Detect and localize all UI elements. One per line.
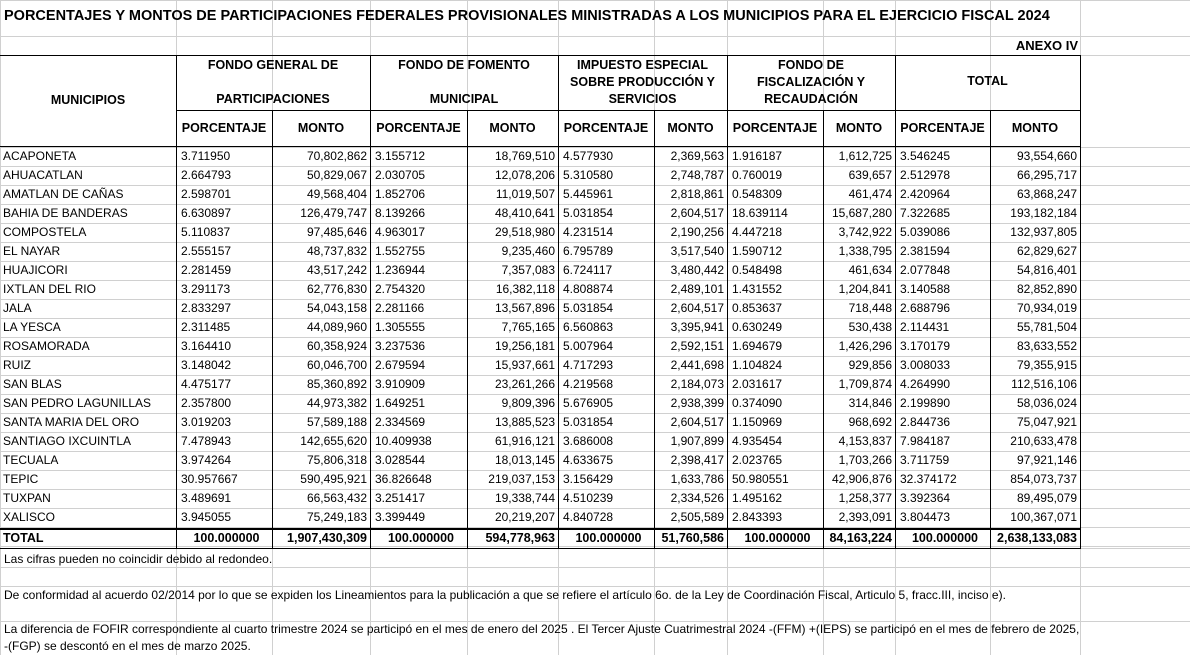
monto-value: 1,612,725 [838,149,892,163]
porcentaje-value: 4.264990 [900,377,951,391]
monto-value: 75,249,183 [306,510,367,524]
porcentaje-value: 30.957667 [181,472,238,486]
monto-value: 2,938,399 [670,396,724,410]
monto-value: 97,921,146 [1016,453,1077,467]
monto-value: 93,554,660 [1016,149,1077,163]
porcentaje-value: 4.475177 [181,377,232,391]
porcentaje-value: 2.664793 [181,168,232,182]
porcentaje-value: 2.199890 [900,396,951,410]
porcentaje-value: 3.237536 [375,339,426,353]
total-porcentaje: 100.000000 [575,531,642,545]
porcentaje-value: 1.305555 [375,320,426,334]
porcentaje-value: 2.688796 [900,301,951,315]
porcentaje-value: 2.512978 [900,168,951,182]
monto-value: 2,818,861 [670,187,724,201]
porcentaje-value: 1.852706 [375,187,426,201]
municipio-name: AMATLAN DE CAÑAS [3,187,124,201]
porcentaje-value: 4.219568 [563,377,614,391]
municipio-name: ACAPONETA [3,149,77,163]
fofir-note: La diferencia de FOFIR correspondiente al cuarto trimestre 2024 se participó en el mes de enero del 2025 . El Tercer Ajuste Cuatrimestral 2024 -(FFM) +(IEPS) se participó en el mes de febrero de 2025, -(FGP) se descontó en el mes de marzo 2025. [4,622,1080,653]
monto-value: 7,357,083 [501,263,555,277]
monto-value: 639,657 [848,168,892,182]
monto-value: 44,089,960 [306,320,367,334]
porcentaje-value: 4.231514 [563,225,614,239]
monto-value: 54,043,158 [306,301,367,315]
porcentaje-value: 5.676905 [563,396,614,410]
monto-value: 1,709,874 [838,377,892,391]
porcentaje-value: 5.031854 [563,301,614,315]
municipio-name: XALISCO [3,510,56,524]
porcentaje-value: 1.552755 [375,244,426,258]
monto-value: 18,769,510 [494,149,555,163]
table-row [0,433,1080,452]
municipio-name: SAN BLAS [3,377,62,391]
porcentaje-value: 3.156429 [563,472,614,486]
monto-value: 62,776,830 [306,282,367,296]
monto-value: 3,742,922 [838,225,892,239]
monto-value: 75,806,318 [306,453,367,467]
porcentaje-value: 2.281459 [181,263,232,277]
porcentaje-value: 5.031854 [563,206,614,220]
municipio-name: JALA [3,301,32,315]
table-row [0,186,1080,205]
porcentaje-value: 3.686008 [563,434,614,448]
header-line: FONDO DE [778,58,844,72]
municipio-name: RUIZ [3,358,31,372]
monto-value: 13,567,896 [494,301,555,315]
porcentaje-value: 3.546245 [900,149,951,163]
monto-value: 29,518,980 [494,225,555,239]
porcentaje-value: 7.322685 [900,206,951,220]
total-monto: 594,778,963 [485,531,555,545]
porcentaje-value: 4.935454 [732,434,783,448]
porcentaje-value: 0.630249 [732,320,783,334]
porcentaje-value: 4.510239 [563,491,614,505]
porcentaje-value: 3.291173 [181,282,231,296]
porcentaje-value: 2.381594 [900,244,951,258]
porcentaje-value: 0.374090 [732,396,783,410]
porcentaje-value: 4.840728 [563,510,614,524]
monto-value: 2,190,256 [670,225,724,239]
monto-value: 12,078,206 [494,168,555,182]
table-row [0,205,1080,224]
porcentaje-value: 2.598701 [181,187,232,201]
porcentaje-value: 4.447218 [732,225,783,239]
monto-value: 2,604,517 [670,415,724,429]
monto-value: 49,568,404 [306,187,367,201]
municipio-name: LA YESCA [3,320,61,334]
table-row [0,281,1080,300]
total-monto: 51,760,586 [661,531,724,545]
monto-value: 1,633,786 [670,472,724,486]
monto-value: 2,369,563 [670,149,724,163]
porcentaje-value: 3.019203 [181,415,232,429]
monto-value: 75,047,921 [1016,415,1077,429]
municipio-name: BAHIA DE BANDERAS [3,206,128,220]
monto-value: 929,856 [848,358,892,372]
header-monto: MONTO [835,121,883,135]
porcentaje-value: 2.555157 [181,244,232,258]
porcentaje-value: 2.031617 [732,377,783,391]
total-porcentaje: 100.000000 [911,531,979,545]
monto-value: 210,633,478 [1010,434,1077,448]
monto-value: 62,829,627 [1016,244,1077,258]
porcentaje-value: 1.431552 [732,282,783,296]
monto-value: 2,441,698 [670,358,724,372]
table-row [0,338,1080,357]
porcentaje-value: 2.843393 [732,510,783,524]
monto-value: 2,398,417 [670,453,724,467]
porcentaje-value: 2.114431 [900,320,950,334]
monto-value: 968,692 [848,415,892,429]
monto-value: 79,355,915 [1016,358,1077,372]
monto-value: 2,505,589 [670,510,724,524]
porcentaje-value: 2.420964 [900,187,951,201]
porcentaje-value: 1.694679 [732,339,783,353]
monto-value: 48,410,641 [494,206,555,220]
monto-value: 3,517,540 [670,244,724,258]
monto-value: 13,885,523 [494,415,555,429]
header-line: FISCALIZACIÓN Y [756,75,866,89]
total-porcentaje: 100.000000 [744,531,811,545]
monto-value: 19,338,744 [494,491,555,505]
porcentaje-value: 8.139266 [375,206,426,220]
porcentaje-value: 3.008033 [900,358,951,372]
porcentaje-value: 3.974264 [181,453,232,467]
monto-value: 83,633,552 [1016,339,1077,353]
border-top [0,55,1081,56]
municipio-name: COMPOSTELA [3,225,87,239]
porcentaje-value: 1.495162 [732,491,783,505]
border-vertical-major [1080,55,1081,548]
porcentaje-value: 3.945055 [181,510,232,524]
header-fondo-fiscalizacion [727,57,895,108]
header-line: SOBRE PRODUCCIÓN Y [570,75,715,89]
monto-value: 55,781,504 [1016,320,1077,334]
table-row [0,167,1080,186]
total-label: TOTAL [3,531,44,545]
porcentaje-value: 3.399449 [375,510,426,524]
porcentaje-value: 2.030705 [375,168,426,182]
monto-value: 461,474 [848,187,892,201]
monto-value: 66,295,717 [1016,168,1077,182]
porcentaje-value: 5.007964 [563,339,614,353]
header-line: MUNICIPAL [429,92,499,106]
border-subheader [176,110,1081,111]
monto-value: 1,204,841 [838,282,892,296]
porcentaje-value: 1.590712 [732,244,783,258]
table-row [0,509,1080,528]
table-row [0,395,1080,414]
gridline-horizontal [0,36,1190,37]
porcentaje-value: 50.980551 [732,472,789,486]
municipio-name: SAN PEDRO LAGUNILLAS [3,396,152,410]
monto-value: 70,934,019 [1016,301,1077,315]
porcentaje-value: 3.711950 [181,149,231,163]
total-monto: 1,907,430,309 [287,531,367,545]
header-ieps [558,57,727,108]
header-porcentaje: PORCENTAJE [563,121,649,135]
porcentaje-value: 0.760019 [732,168,783,182]
municipio-name: AHUACATLAN [3,168,83,182]
monto-value: 54,816,401 [1016,263,1077,277]
porcentaje-value: 36.826648 [375,472,432,486]
porcentaje-value: 3.170179 [900,339,951,353]
porcentaje-value: 4.717293 [563,358,614,372]
monto-value: 60,358,924 [306,339,367,353]
border-bottom [0,548,1081,549]
page-title: PORCENTAJES Y MONTOS DE PARTICIPACIONES FEDERALES PROVISIONALES MINISTRADAS A LOS MUNICIPIOS PARA EL EJERCICIO FISCAL 2024 [4,8,1050,24]
monto-value: 44,973,382 [306,396,367,410]
header-line: FONDO GENERAL DE [207,58,339,72]
agreement-note: De conformidad al acuerdo 02/2014 por lo que se expiden los Lineamientos para la publicación a que se refiere el artículo 6o. de la Ley de Coordinación Fiscal, Articulo 5, fracc.III, inciso e). [4,588,1006,602]
porcentaje-value: 4.963017 [375,225,426,239]
header-total [895,73,1080,90]
header-line: TOTAL [967,74,1008,88]
header-line: FONDO DE FOMENTO [398,58,530,72]
table-row [0,376,1080,395]
table-row [0,452,1080,471]
porcentaje-value: 2.281166 [375,301,425,315]
porcentaje-value: 1.649251 [375,396,426,410]
municipio-name: SANTIAGO IXCUINTLA [3,434,132,448]
header-line: PARTICIPACIONES [216,92,330,106]
porcentaje-value: 1.916187 [732,149,783,163]
monto-value: 20,219,207 [494,510,555,524]
monto-value: 1,338,795 [838,244,892,258]
porcentaje-value: 7.478943 [181,434,232,448]
porcentaje-value: 5.031854 [563,415,614,429]
municipio-name: HUAJICORI [3,263,68,277]
porcentaje-value: 32.374172 [900,472,957,486]
monto-value: 1,258,377 [838,491,892,505]
municipio-name: TECUALA [3,453,59,467]
monto-value: 85,360,892 [306,377,367,391]
header-line: SERVICIOS [608,92,677,106]
monto-value: 7,765,165 [501,320,555,334]
porcentaje-value: 3.140588 [900,282,951,296]
monto-value: 854,073,737 [1010,472,1077,486]
header-line: RECAUDACIÓN [764,92,858,106]
porcentaje-value: 2.754320 [375,282,426,296]
porcentaje-value: 3.392364 [900,491,951,505]
porcentaje-value: 3.489691 [181,491,232,505]
monto-value: 2,592,151 [670,339,724,353]
porcentaje-value: 3.910909 [375,377,426,391]
total-porcentaje: 100.000000 [193,531,260,545]
monto-value: 193,182,184 [1010,206,1077,220]
municipio-name: SANTA MARIA DEL ORO [3,415,140,429]
monto-value: 314,846 [848,396,892,410]
header-porcentaje: PORCENTAJE [900,121,985,135]
total-monto: 2,638,133,083 [997,531,1077,545]
porcentaje-value: 4.633675 [563,453,614,467]
porcentaje-value: 2.844736 [900,415,951,429]
porcentaje-value: 1.150969 [732,415,783,429]
header-monto: MONTO [489,121,536,135]
monto-value: 82,852,890 [1016,282,1077,296]
porcentaje-value: 2.833297 [181,301,232,315]
monto-value: 70,802,862 [306,149,367,163]
monto-value: 66,563,432 [306,491,367,505]
porcentaje-value: 3.148042 [181,358,232,372]
table-row [0,300,1080,319]
porcentaje-value: 5.039086 [900,225,951,239]
porcentaje-value: 3.804473 [900,510,951,524]
header-municipios: MUNICIPIOS [50,93,126,107]
header-monto: MONTO [667,121,714,135]
monto-value: 11,019,507 [495,187,555,201]
monto-value: 43,517,242 [306,263,367,277]
monto-value: 530,438 [848,320,892,334]
porcentaje-value: 5.445961 [563,187,614,201]
monto-value: 1,907,899 [670,434,724,448]
monto-value: 2,334,526 [670,491,724,505]
monto-value: 42,906,876 [831,472,892,486]
porcentaje-value: 6.560863 [563,320,614,334]
monto-value: 126,479,747 [300,206,367,220]
header-line: IMPUESTO ESPECIAL [576,58,709,72]
porcentaje-value: 18.639114 [732,206,788,220]
monto-value: 132,937,805 [1010,225,1077,239]
porcentaje-value: 2.311485 [181,320,231,334]
municipio-name: TEPIC [3,472,39,486]
porcentaje-value: 10.409938 [375,434,432,448]
porcentaje-value: 5.310580 [563,168,614,182]
total-monto: 84,163,224 [829,531,892,545]
monto-value: 18,013,145 [494,453,555,467]
monto-value: 2,604,517 [670,206,724,220]
monto-value: 3,480,442 [670,263,724,277]
header-monto: MONTO [1011,121,1059,135]
municipio-name: IXTLAN DEL RIO [3,282,96,296]
gridline-horizontal [0,0,1190,1]
table-row [0,262,1080,281]
header-line [370,74,558,91]
monto-value: 718,448 [848,301,892,315]
monto-value: 1,426,296 [838,339,892,353]
porcentaje-value: 7.984187 [900,434,951,448]
table-row [0,414,1080,433]
header-line [176,74,370,91]
municipio-name: TUXPAN [3,491,51,505]
porcentaje-value: 4.577930 [563,149,614,163]
monto-value: 15,687,280 [831,206,892,220]
monto-value: 9,809,396 [501,396,555,410]
total-row-cells [0,529,1080,548]
table-row [0,490,1080,509]
monto-value: 2,393,091 [838,510,892,524]
monto-value: 142,655,620 [300,434,367,448]
monto-value: 219,037,153 [488,472,555,486]
porcentaje-value: 2.077848 [900,263,951,277]
monto-value: 60,046,700 [306,358,367,372]
monto-value: 2,489,101 [670,282,724,296]
porcentaje-value: 2.023765 [732,453,783,467]
table-row [0,224,1080,243]
header-fondo-general [176,57,370,108]
header-porcentaje: PORCENTAJE [732,121,818,135]
porcentaje-value: 3.028544 [375,453,426,467]
porcentaje-value: 3.155712 [375,149,426,163]
porcentaje-value: 6.724117 [563,263,613,277]
monto-value: 19,256,181 [494,339,555,353]
table-row [0,243,1080,262]
porcentaje-value: 3.711759 [900,453,950,467]
table-row [0,319,1080,338]
porcentaje-value: 3.164410 [181,339,232,353]
porcentaje-value: 0.548309 [732,187,783,201]
monto-value: 61,916,121 [494,434,555,448]
total-porcentaje: 100.000000 [387,531,455,545]
porcentaje-value: 2.679594 [375,358,426,372]
monto-value: 2,748,787 [670,168,724,182]
annex-label: ANEXO IV [1015,38,1078,53]
porcentaje-value: 2.334569 [375,415,426,429]
porcentaje-value: 0.548498 [732,263,783,277]
table-row [0,357,1080,376]
monto-value: 97,485,646 [306,225,367,239]
header-porcentaje: PORCENTAJE [181,121,267,135]
monto-value: 89,495,079 [1016,491,1077,505]
porcentaje-value: 2.357800 [181,396,232,410]
municipio-name: EL NAYAR [3,244,61,258]
monto-value: 1,703,266 [838,453,892,467]
table-row [0,148,1080,167]
monto-value: 16,382,118 [495,282,555,296]
porcentaje-value: 0.853637 [732,301,783,315]
monto-value: 112,516,106 [1011,377,1077,391]
municipio-name: ROSAMORADA [3,339,90,353]
rounding-note: Las cifras pueden no coincidir debido al redondeo. [4,552,273,566]
header-monto: MONTO [297,121,345,135]
monto-value: 58,036,024 [1016,396,1077,410]
porcentaje-value: 1.236944 [375,263,426,277]
porcentaje-value: 4.808874 [563,282,614,296]
monto-value: 4,153,837 [838,434,892,448]
monto-value: 2,604,517 [670,301,724,315]
porcentaje-value: 3.251417 [375,491,426,505]
monto-value: 48,737,832 [306,244,367,258]
monto-value: 15,937,661 [494,358,555,372]
porcentaje-value: 6.795789 [563,244,614,258]
monto-value: 23,261,266 [494,377,555,391]
table-row [0,471,1080,490]
monto-value: 2,184,073 [670,377,724,391]
porcentaje-value: 6.630897 [181,206,232,220]
monto-value: 50,829,067 [306,168,367,182]
header-porcentaje: PORCENTAJE [376,121,461,135]
monto-value: 63,868,247 [1016,187,1077,201]
porcentaje-value: 1.104824 [732,358,783,372]
monto-value: 590,495,921 [300,472,367,486]
monto-value: 9,235,460 [501,244,555,258]
monto-value: 461,634 [848,263,892,277]
monto-value: 3,395,941 [670,320,724,334]
monto-value: 100,367,071 [1010,510,1077,524]
monto-value: 57,589,188 [306,415,367,429]
header-fondo-fomento [370,57,558,108]
porcentaje-value: 5.110837 [181,225,231,239]
